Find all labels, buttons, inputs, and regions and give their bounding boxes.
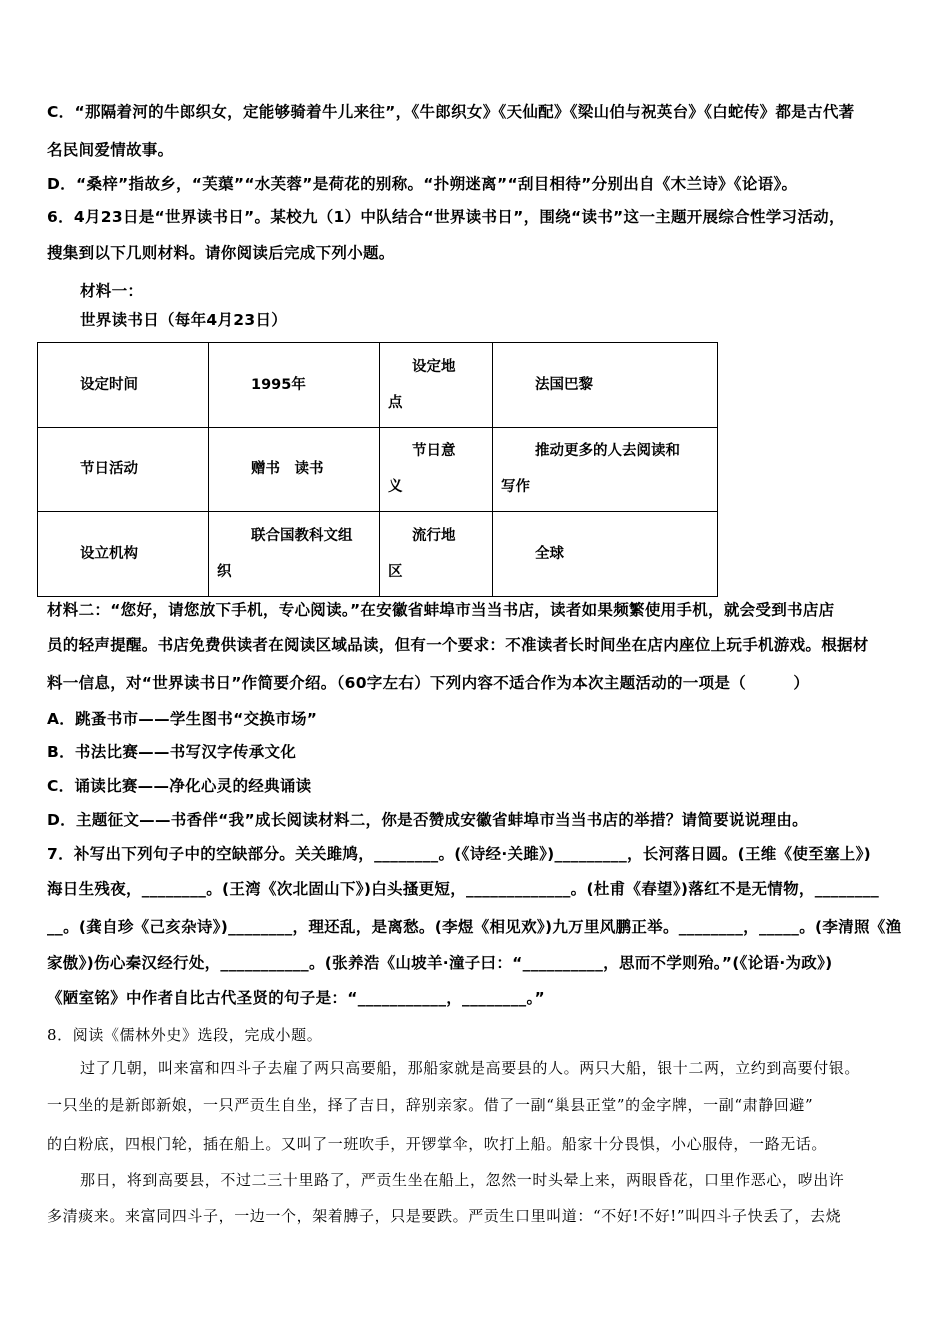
table-row <box>38 343 718 428</box>
option-a: A．跳蚤书市——学生图书“交换市场” <box>47 710 318 728</box>
material2-line1: 材料二：“您好，请您放下手机，专心阅读。”在安徽省蚌埠市当当书店，读者如果频繁使用手机，就会受到书店店 <box>47 601 835 619</box>
option-c-line2: 名民间爱情故事。 <box>47 141 174 159</box>
question-8-title: 8．阅读《儒林外史》选段，完成小题。 <box>47 1026 323 1044</box>
question-7-line5: 《陋室铭》中作者自比古代圣贤的句子是：“___________，________。” <box>47 989 545 1007</box>
question-6-line2: 搜集到以下几则材料。请你阅读后完成下列小题。 <box>47 244 395 262</box>
material1-label: 材料一： <box>80 282 144 300</box>
question-7-line2: 海日生残夜，________。(王湾《次北固山下》)白头搔更短，_____________。(杜甫《春望》)落红不是无情物，________ <box>47 880 880 898</box>
passage-line: 过了几朝，叫来富和四斗子去雇了两只高要船，那船家就是高要县的人。两只大船，银十二两，立约到高要付银。 <box>80 1059 861 1077</box>
table-cell: 赠书 读书 <box>251 461 324 478</box>
table-row <box>38 512 718 597</box>
table-cell: 法国巴黎 <box>535 376 593 393</box>
table-cell: 设定地 <box>412 358 456 375</box>
table-cell: 设定时间 <box>80 376 138 393</box>
table-cell: 织 <box>217 564 232 581</box>
table-cell: 写作 <box>501 479 530 496</box>
option-b: B．书法比赛——书写汉字传承文化 <box>47 743 297 761</box>
table-cell: 流行地 <box>412 528 456 545</box>
passage-line: 那日，将到高要县，不过二三十里路了，严贡生坐在船上，忽然一时头晕上来，两眼昏花，口里作恶心，哕出许 <box>80 1171 845 1189</box>
table-title: 世界读书日（每年4月23日） <box>80 311 288 329</box>
passage-line: 多清痰来。来富同四斗子，一边一个，架着膊子，只是要跌。严贡生口里叫道：“不好!不好!”叫四斗子快丢了，去烧 <box>47 1207 842 1225</box>
question-7-line4: 家傲》)伤心秦汉经行处，___________。(张养浩《山坡羊·潼子曰：“__________，思而不学则殆。”(《论语·为政》) <box>47 954 833 972</box>
material2-line3: 料一信息，对“世界读书日”作简要介绍。（60字左右）下列内容不适合作为本次主题活动的一项是（ ） <box>47 674 810 692</box>
table-cell: 节日活动 <box>80 461 138 478</box>
option-c: C．诵读比赛——净化心灵的经典诵读 <box>47 777 312 795</box>
reading-day-table <box>37 342 718 597</box>
question-7-line3: __。(龚自珍《己亥杂诗》)________，理还乱，是离愁。(李煜《相见欢》)九万里风鹏正举。________，_____。(李清照《渔 <box>47 918 902 936</box>
table-cell: 设立机构 <box>80 546 138 563</box>
table-cell: 节日意 <box>412 443 456 460</box>
question-7-line1: 7．补写出下列句子中的空缺部分。关关雎鸠，________。(《诗经·关雎》)_________，长河落日圆。(王维《使至塞上》) <box>47 845 872 863</box>
question-6-line1: 6．4月23日是“世界读书日”。某校九（1）中队结合“世界读书日”，围绕“读书”这一主题开展综合性学习活动， <box>47 208 845 226</box>
option-d: D．“桑梓”指故乡，“芙蕖”“水芙蓉”是荷花的别称。“扑朔迷离”“刮目相待”分别出自《木兰诗》《论语》。 <box>47 175 798 193</box>
table-cell: 推动更多的人去阅读和 <box>535 443 680 460</box>
table-cell: 1995年 <box>251 376 306 393</box>
passage-line: 的白粉底，四根门轮，插在船上。又叫了一班吹手，开锣掌伞，吹打上船。船家十分畏惧，小心服侍，一路无话。 <box>47 1135 828 1153</box>
table-cell: 点 <box>388 394 403 411</box>
option-c-line1: C．“那隔着河的牛郎织女，定能够骑着牛儿来往”，《牛郎织女》《天仙配》《梁山伯与祝英台》《白蛇传》都是古代著 <box>47 103 855 121</box>
option-d2: D．主题征文——书香伴“我”成长阅读材料二，你是否赞成安徽省蚌埠市当当书店的举措？请简要说说理由。 <box>47 811 808 829</box>
table-row <box>38 427 718 512</box>
passage-line: 一只坐的是新郎新娘，一只严贡生自坐，择了吉日，辞别亲家。借了一副“巢县正堂”的金字牌，一副“肃静回避” <box>47 1096 814 1114</box>
table-cell: 全球 <box>535 546 564 563</box>
material2-line2: 员的轻声提醒。书店免费供读者在阅读区域品读，但有一个要求：不准读者长时间坐在店内座位上玩手机游戏。根据材 <box>47 636 869 654</box>
table-cell: 区 <box>388 564 403 581</box>
table-cell: 义 <box>388 479 403 496</box>
table-cell: 联合国教科文组 <box>251 528 353 545</box>
